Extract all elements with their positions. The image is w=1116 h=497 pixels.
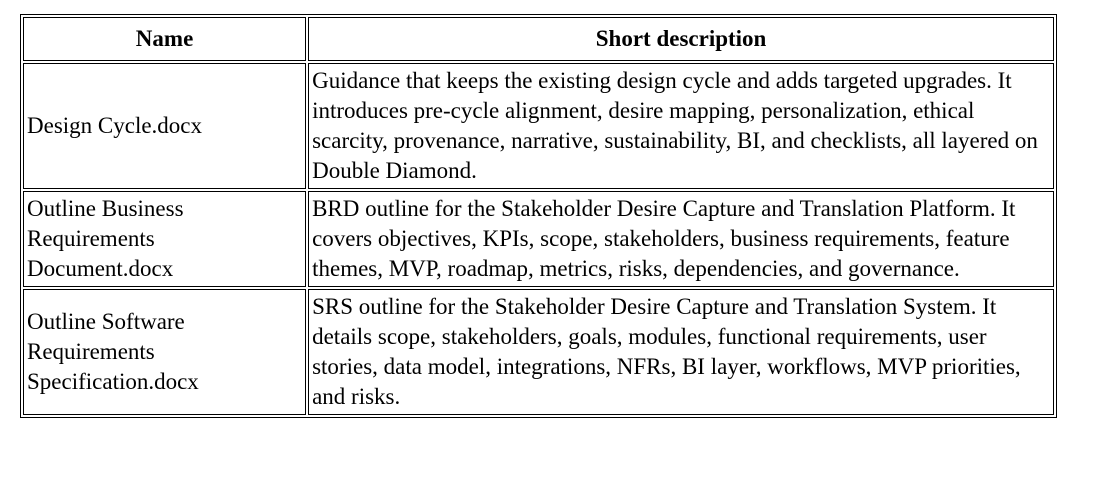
column-header-name: Name (23, 17, 306, 61)
documents-table (20, 14, 1057, 418)
document-description-cell: BRD outline for the Stakeholder Desire Capture and Translation Platform. It covers objectives, KPIs, scope, stakeholders, business requirements, feature themes, MVP, roadmap, metrics, risks, dependencies, and governance. (308, 191, 1054, 287)
document-name-cell: Design Cycle.docx (23, 63, 306, 189)
document-name-cell: Outline Software Requirements Specification.docx (23, 289, 306, 415)
table-row (23, 191, 1054, 287)
column-header-description: Short description (308, 17, 1054, 61)
table-row (23, 63, 1054, 189)
document-description-cell: Guidance that keeps the existing design cycle and adds targeted upgrades. It introduces pre-cycle alignment, desire mapping, personalization, ethical scarcity, provenance, narrative, sustainability, BI, and checklists, all layered on Double Diamond. (308, 63, 1054, 189)
table-row (23, 289, 1054, 415)
document-description-cell: SRS outline for the Stakeholder Desire Capture and Translation System. It details scope, stakeholders, goals, modules, functional requirements, user stories, data model, integrations, NFRs, BI layer, workflows, MVP priorities, and risks. (308, 289, 1054, 415)
table-header-row (23, 17, 1054, 61)
document-name-cell: Outline Business Requirements Document.docx (23, 191, 306, 287)
